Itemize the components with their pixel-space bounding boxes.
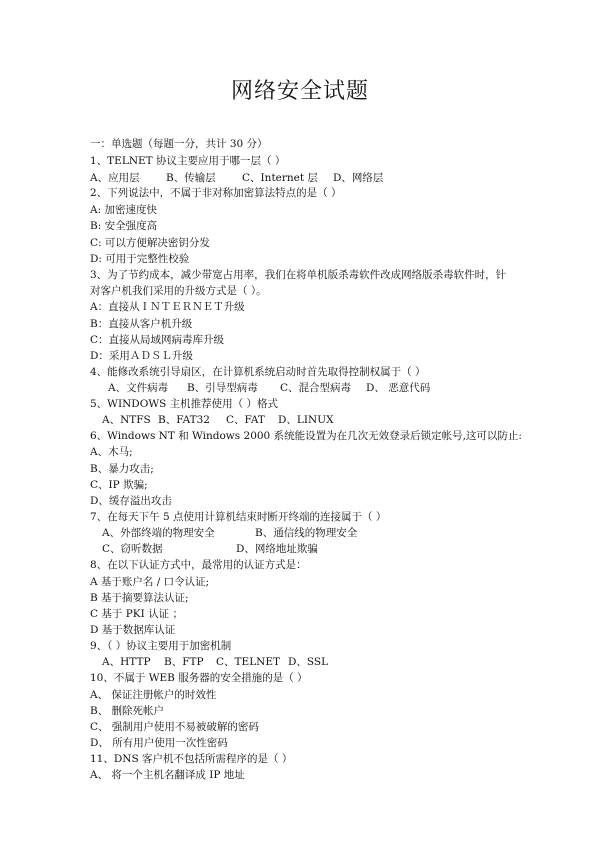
q11-option-a: A、 将一个主机名翻译成 IP 地址 (90, 769, 245, 781)
question-3-stem-line2: 对客户机我们采用的升级方式是（ ）。 (90, 285, 267, 297)
q3-option-d: D：采用ＡＤＳＬ升级 (90, 350, 193, 362)
q6-option-c: C、IP 欺骗; (90, 479, 148, 491)
q8-option-d: D 基于数据库认证 (90, 624, 176, 636)
question-8-stem: 8、在以下认证方式中，最常用的认证方式是： (90, 559, 307, 571)
question-1-stem: 1、TELNET 协议主要应用于哪一层（ ） (90, 155, 286, 167)
q1-option-c: C、Internet 层 (242, 172, 318, 184)
q4-option-d: D、 恶意代码 (366, 382, 431, 394)
q9-option-b: B、FTP (164, 656, 204, 668)
q7-option-d: D、网络地址欺骗 (236, 543, 318, 555)
question-6-stem: 6、Windows NT 和 Windows 2000 系统能设置为在几次无效登录后锁定帐号,这可以防止: (90, 430, 522, 442)
q10-option-a: A、 保证注册帐户的时效性 (90, 689, 217, 701)
question-11-stem: 11、DNS 客户机不包括所需程序的是（ ） (90, 753, 293, 765)
q4-option-b: B、引导型病毒 (187, 382, 258, 394)
q4-option-a: A、文件病毒 (108, 382, 169, 394)
q10-option-d: D、 所有用户使用一次性密码 (90, 737, 228, 749)
q6-option-b: B、暴力攻击; (90, 463, 154, 475)
q2-option-a: A: 加密速度快 (90, 204, 157, 216)
q3-option-b: B：直接从客户机升级 (90, 318, 193, 330)
q8-option-c: C 基于 PKI 认证 ； (90, 608, 183, 620)
q5-option-c: C、FAT (226, 414, 265, 426)
q3-option-c: C：直接从局域网病毒库升级 (90, 334, 225, 346)
question-2-stem: 2、下列说法中，不属于非对称加密算法特点的是（ ） (90, 187, 342, 199)
question-9-stem: 9、（ ）协议主要用于加密机制 (90, 640, 232, 652)
q3-option-a: A：直接从ＩＮＴＥＲＮＥＴ升级 (90, 301, 245, 313)
q2-option-b: B: 安全强度高 (90, 220, 158, 232)
section-header: 一：单选题（每题一分，共计 30 分） (90, 138, 268, 150)
q1-option-d: D、网络层 (333, 172, 384, 184)
q2-option-d: D: 可用于完整性校验 (90, 253, 190, 265)
q7-option-b: B、通信线的物理安全 (255, 527, 358, 539)
q1-option-b: B、传输层 (166, 172, 216, 184)
question-4-stem: 4、能修改系统引导扇区，在计算机系统启动时首先取得控制权属于（ ） (90, 366, 426, 378)
q10-option-b: B、 删除死帐户 (90, 705, 165, 717)
q9-option-a: A、HTTP (102, 656, 151, 668)
q9-option-d: D、SSL (288, 656, 329, 668)
question-10-stem: 10、不属于 WEB 服务器的安全措施的是（ ） (90, 672, 308, 684)
q1-option-a: A、应用层 (90, 172, 140, 184)
q6-option-a: A、木马; (90, 446, 133, 458)
q5-option-b: B、FAT32 (158, 414, 210, 426)
q8-option-a: A 基于账户名 / 口令认证; (90, 576, 210, 588)
question-3-stem-line1: 3、为了节约成本，减少带宽占用率，我们在将单机版杀毒软件改成网络版杀毒软件时，针 (90, 269, 507, 281)
page-title: 网络安全试题 (230, 79, 369, 104)
q5-option-a: A、NTFS (102, 414, 151, 426)
q10-option-c: C、 强制用户使用不易被破解的密码 (90, 721, 259, 733)
q9-option-c: C、TELNET (216, 656, 281, 668)
q8-option-b: B 基于摘要算法认证; (90, 592, 189, 604)
q4-option-c: C、混合型病毒 (280, 382, 352, 394)
question-5-stem: 5、WINDOWS 主机推荐使用（ ）格式 (90, 398, 278, 410)
q5-option-d: D、LINUX (278, 414, 334, 426)
q6-option-d: D、缓存溢出攻击 (90, 495, 172, 507)
q7-option-c: C、窃听数据 (102, 543, 163, 555)
q2-option-c: C: 可以方便解决密钥分发 (90, 237, 210, 249)
q7-option-a: A、外部终端的物理安全 (102, 527, 215, 539)
question-7-stem: 7、在每天下午 5 点使用计算机结束时断开终端的连接属于（ ） (90, 511, 387, 523)
